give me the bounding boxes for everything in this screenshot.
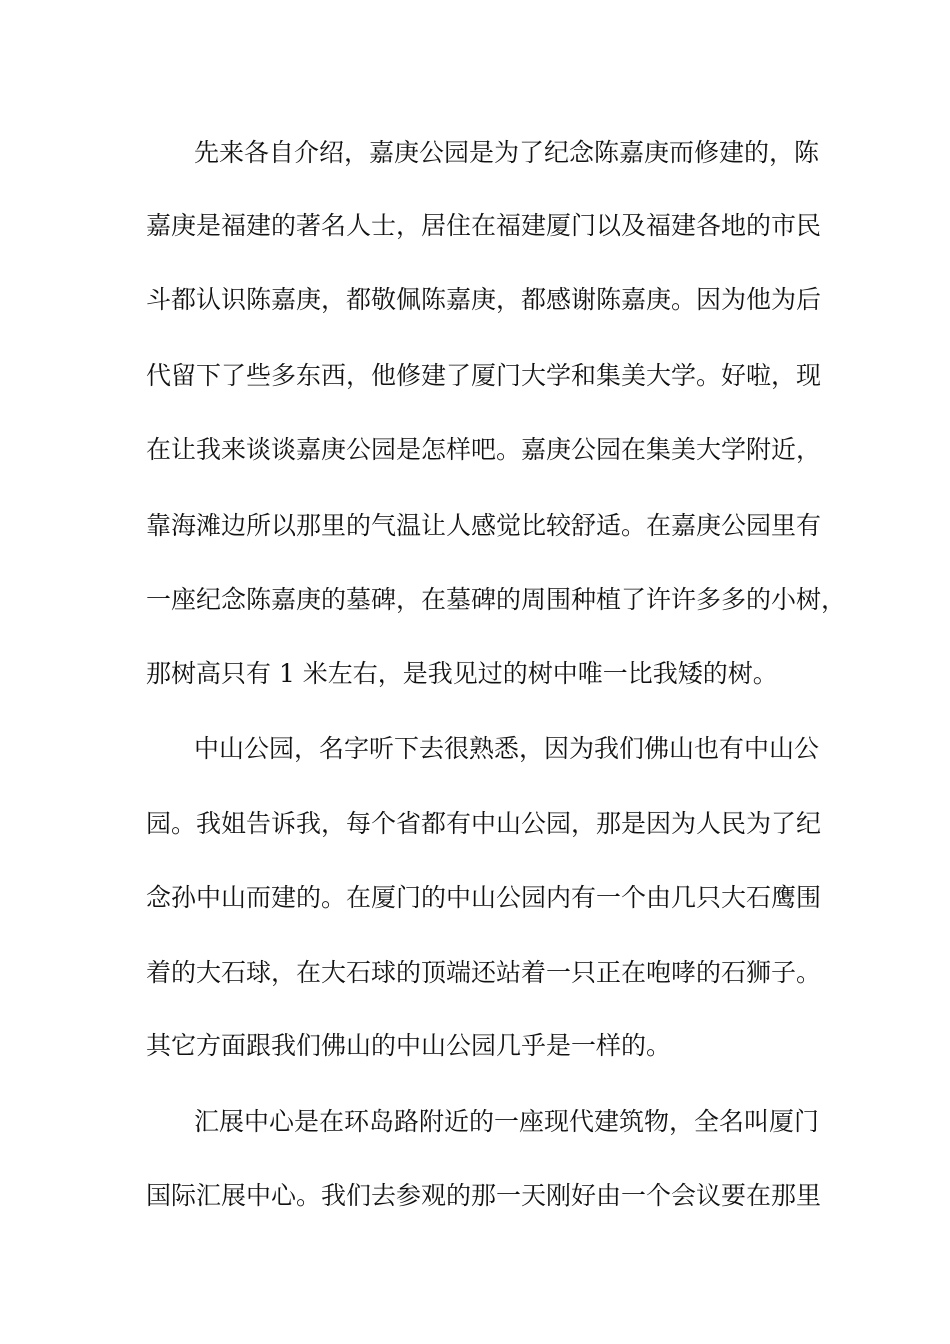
- paragraph-3-line-2: 国际汇展中心。我们去参观的那一天刚好由一个会议要在那里: [146, 1181, 822, 1210]
- paragraph-2-line-3: 念孙中山而建的。在厦门的中山公园内有一个由几只大石鹰围: [146, 883, 822, 912]
- paragraph-1-line-1: 先来各自介绍，嘉庚公园是为了纪念陈嘉庚而修建的，陈: [194, 138, 820, 167]
- paragraph-2-line-4: 着的大石球，在大石球的顶端还站着一只正在咆哮的石狮子。: [146, 958, 822, 987]
- paragraph-2-line-5: 其它方面跟我们佛山的中山公园几乎是一样的。: [146, 1031, 672, 1060]
- paragraph-1-line-4: 代留下了些多东西，他修建了厦门大学和集美大学。好啦，现: [146, 361, 822, 390]
- paragraph-3-line-1: 汇展中心是在环岛路附近的一座现代建筑物，全名叫厦门: [194, 1107, 820, 1136]
- paragraph-1-line-3: 斗都认识陈嘉庚，都敬佩陈嘉庚，都感谢陈嘉庚。因为他为后: [146, 285, 822, 314]
- paragraph-2-line-2: 园。我姐告诉我，每个省都有中山公园，那是因为人民为了纪: [146, 809, 822, 838]
- paragraph-1-line-8: 那树高只有 1 米左右，是我见过的树中唯一比我矮的树。: [146, 659, 778, 688]
- paragraph-1-line-2: 嘉庚是福建的著名人士，居住在福建厦门以及福建各地的市民: [146, 211, 822, 240]
- paragraph-2-line-1: 中山公园，名字听下去很熟悉，因为我们佛山也有中山公: [194, 734, 820, 763]
- paragraph-1-line-7: 一座纪念陈嘉庚的墓碑，在墓碑的周围种植了许许多多的小树，: [146, 585, 847, 614]
- paragraph-1-line-6: 靠海滩边所以那里的气温让人感觉比较舒适。在嘉庚公园里有: [146, 511, 822, 540]
- paragraph-1-line-5: 在让我来谈谈嘉庚公园是怎样吧。嘉庚公园在集美大学附近，: [146, 435, 822, 464]
